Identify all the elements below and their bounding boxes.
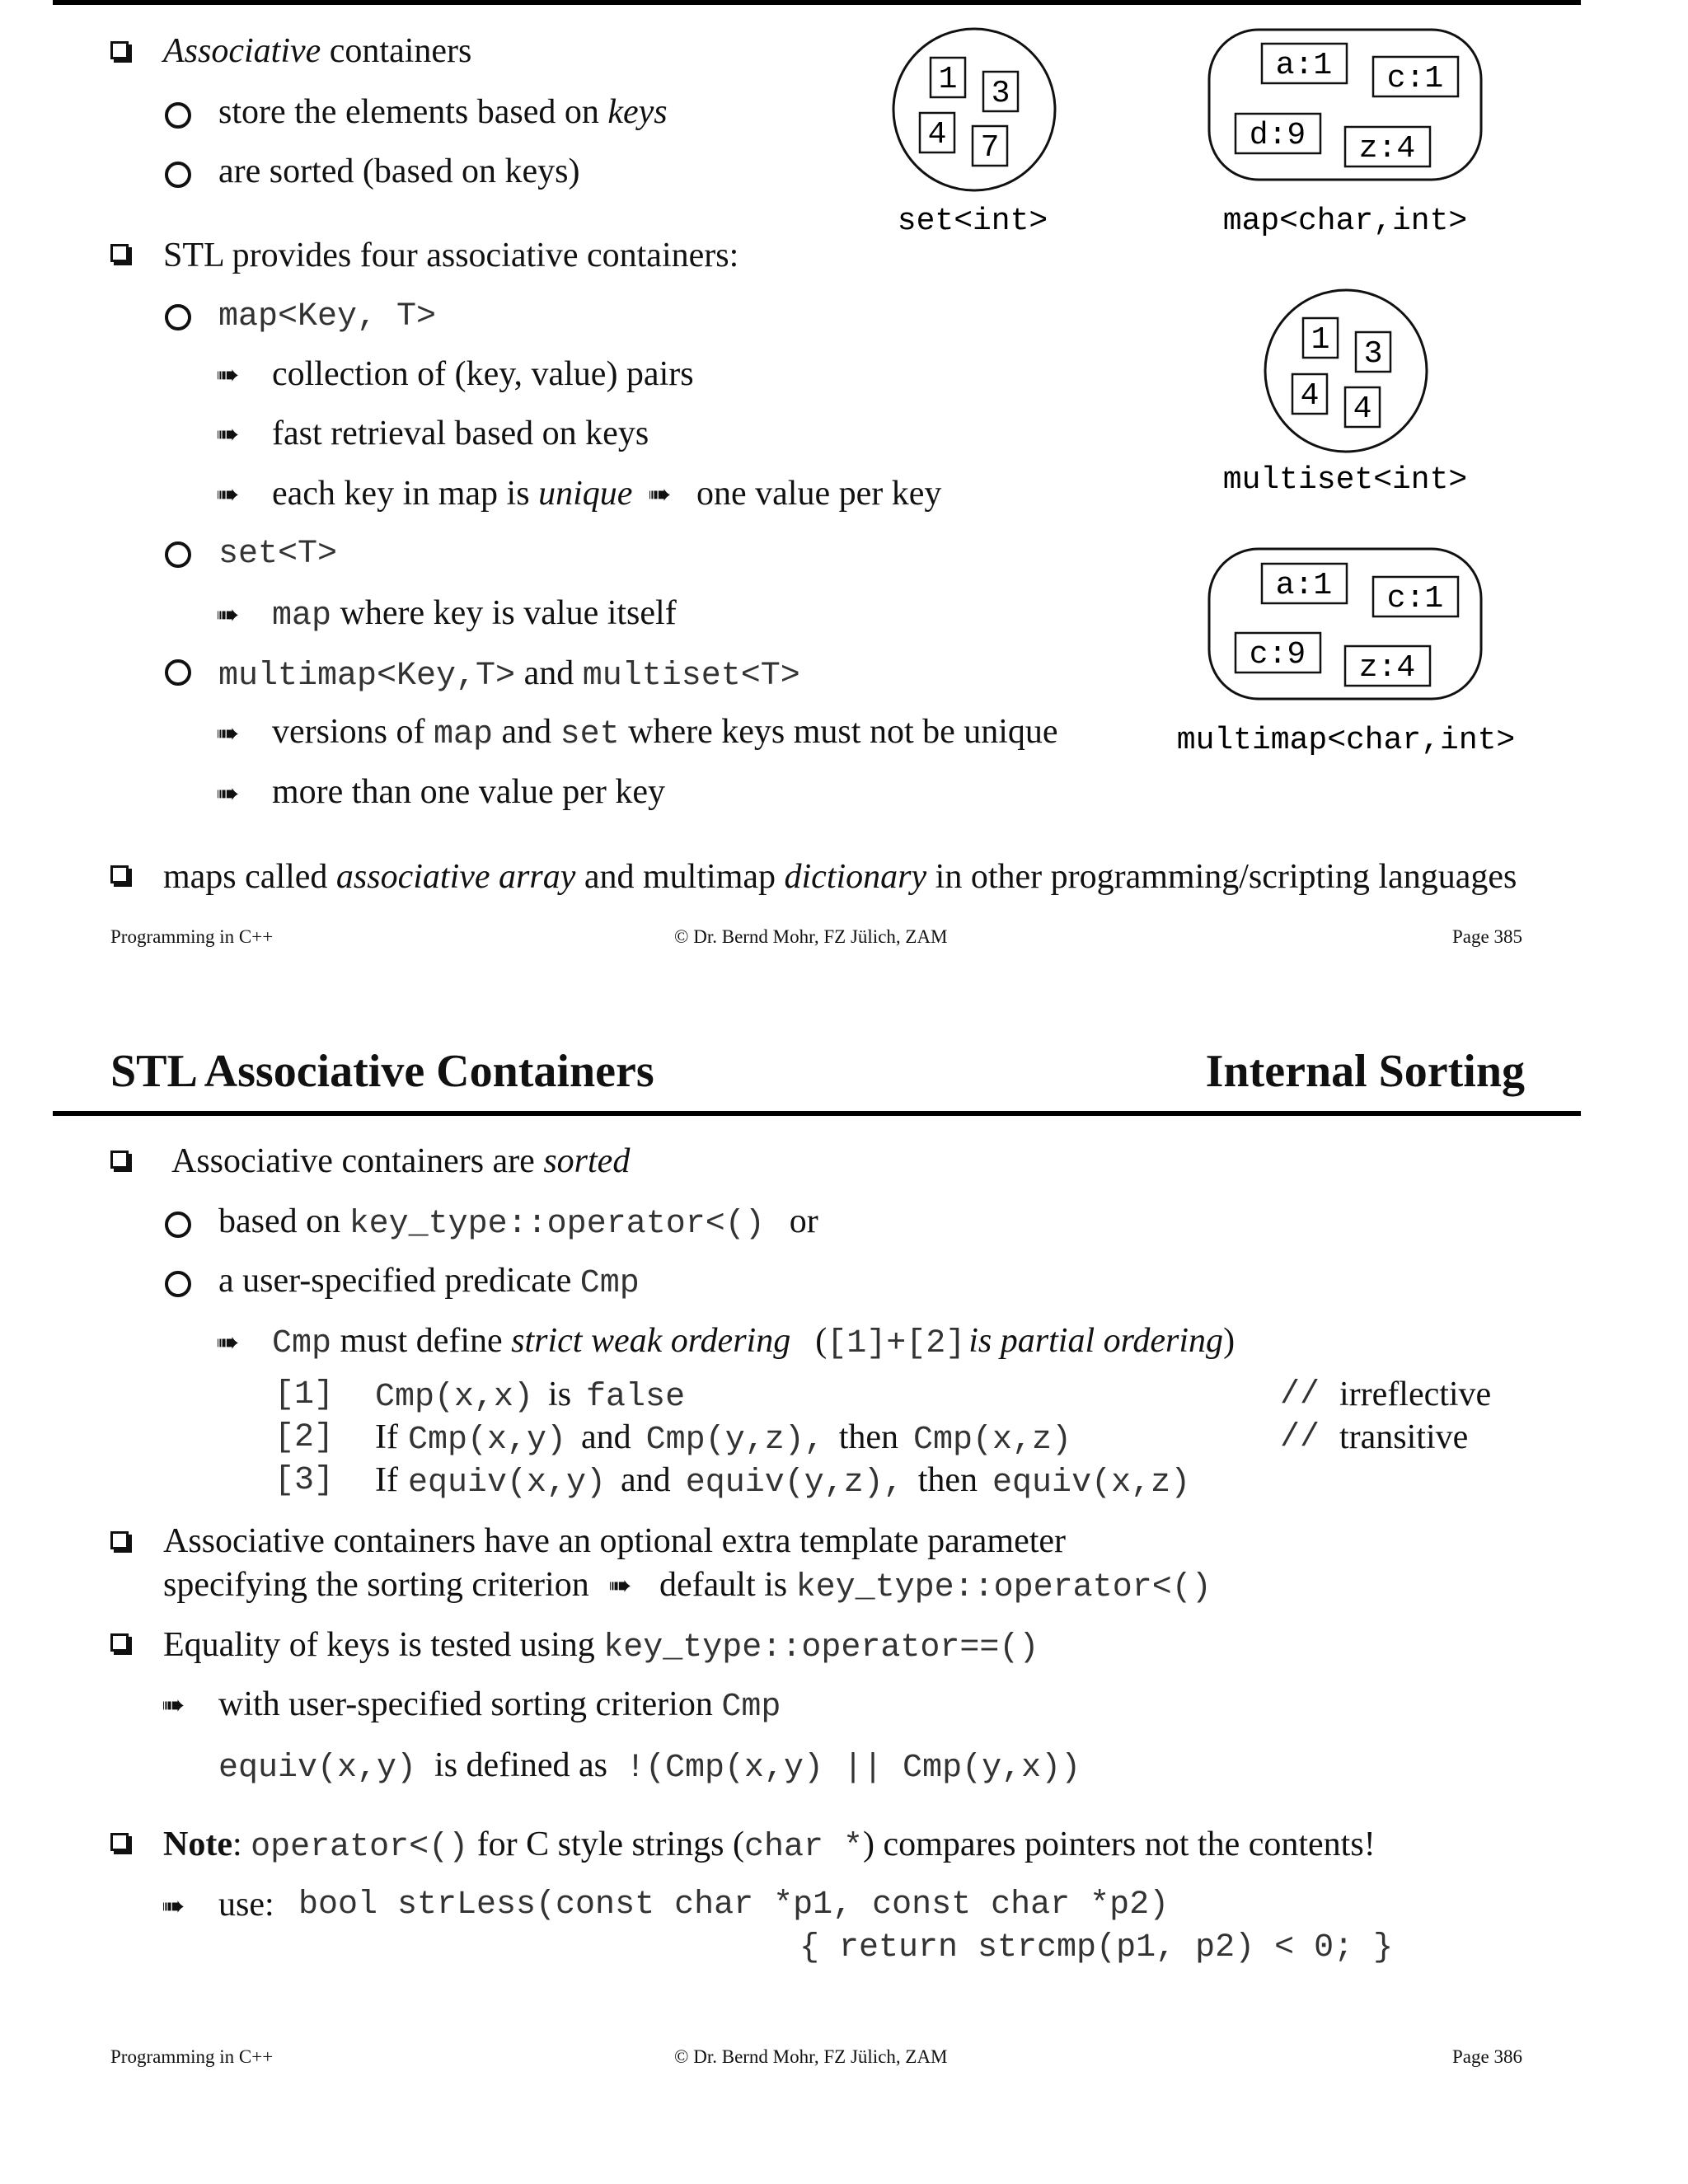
set-item: 4 [927, 117, 947, 152]
set-item: 3 [991, 76, 1010, 111]
rule-number: [2] [274, 1419, 335, 1456]
rule-comment: transitive [1339, 1418, 1469, 1456]
map-item: z:4 [1358, 131, 1416, 166]
map-char-int-label: map<char,int> [1222, 204, 1468, 239]
code-strless-signature: bool strLess(const char *p1, const char *p2) [298, 1886, 1170, 1924]
arrow-bullet-icon: ➠ [162, 1890, 185, 1923]
rule-equiv: If equiv(x,y) and equiv(y,z), then equiv(x,z) [375, 1461, 1191, 1502]
bullet-default-operator: default is key_type::operator<() [659, 1566, 1212, 1606]
code-strless-body: { return strcmp(p1, p2) < 0; } [799, 1929, 1394, 1966]
rule-irreflective: Cmp(x,x) is false [375, 1376, 686, 1416]
multiset-int-diagram [1223, 290, 1467, 498]
arrow-bullet-icon: ➠ [162, 1689, 185, 1722]
footer-left: Programming in C++ [110, 2046, 274, 2067]
arrow-bullet-icon: ➠ [216, 418, 240, 451]
code-map-key-t: map<Key, T> [218, 298, 437, 335]
page-title: STL Associative Containers [110, 1046, 654, 1097]
rule-comment: irreflective [1339, 1376, 1492, 1413]
bullet-one-value-per-key: one value per key [696, 475, 942, 513]
bullet-more-than-one-value: more than one value per key [272, 773, 665, 811]
map-char-int-diagram [1209, 30, 1481, 239]
bullet-are-sorted: are sorted (based on keys) [218, 152, 580, 190]
bullet-template-parameter: Associative containers have an optional extra template parameter [163, 1522, 1067, 1560]
multiset-item: 3 [1363, 336, 1383, 372]
arrow-bullet-icon: ➠ [648, 478, 672, 511]
comment-slash: // [1280, 1376, 1320, 1413]
multimap-char-int-label: multimap<char,int> [1176, 723, 1516, 758]
multiset-int-label: multiset<int> [1222, 462, 1468, 498]
multiset-item: 4 [1300, 378, 1320, 414]
bullet-note-c-strings: Note: operator<() for C style strings (char *) compares pointers not the contents! [163, 1825, 1376, 1866]
bullet-multimap-multiset: multimap<Key,T> and multiset<T> [218, 654, 800, 695]
square-bullet-icon [110, 1833, 129, 1855]
bullet-key-value-pairs: collection of (key, value) pairs [272, 355, 694, 393]
arrow-bullet-icon: ➠ [216, 717, 240, 750]
arrow-bullet-icon: ➠ [216, 478, 240, 511]
multimap-item: a:1 [1275, 568, 1333, 603]
footer-page-number: Page 386 [1452, 2046, 1522, 2067]
footer-page-number: Page 385 [1452, 926, 1522, 947]
bullet-user-predicate: a user-specified predicate Cmp [218, 1262, 640, 1302]
rule-number: [1] [274, 1376, 335, 1413]
map-item: c:1 [1386, 61, 1444, 96]
code-set-t: set<T> [218, 536, 338, 573]
square-bullet-icon [110, 1531, 129, 1554]
set-int-label: set<int> [897, 204, 1048, 239]
footer-left: Programming in C++ [110, 926, 274, 947]
bullet-user-sorting-criterion: with user-specified sorting criterion Cmp [218, 1685, 781, 1726]
bullet-associative-containers: Associative containers [163, 32, 472, 70]
ring-bullet-icon [165, 1212, 191, 1242]
arrow-bullet-icon: ➠ [216, 359, 240, 391]
arrow-bullet-icon: ➠ [216, 1326, 240, 1359]
use-label: use: [218, 1886, 274, 1924]
footer-center: © Dr. Bernd Mohr, FZ Jülich, ZAM [674, 926, 948, 947]
set-item: 7 [980, 130, 1000, 166]
bullet-fast-retrieval: fast retrieval based on keys [272, 415, 649, 452]
map-item: d:9 [1249, 118, 1306, 153]
container-diagrams [0, 0, 1688, 783]
bullet-maps-called: maps called associative array and multimap dictionary in other programming/scripting languages [163, 858, 1517, 896]
equiv-definition: equiv(x,y) is defined as !(Cmp(x,y) || Cmp(y,x)) [218, 1746, 1081, 1787]
bullet-unique-key: each key in map is unique [272, 475, 633, 513]
bullet-containers-sorted: Associative containers are sorted [171, 1142, 631, 1180]
square-bullet-icon [110, 1151, 129, 1173]
bullet-template-parameter-line2: specifying the sorting criterion [163, 1566, 589, 1604]
multimap-item: z:4 [1358, 650, 1416, 686]
page-subtitle: Internal Sorting [1205, 1046, 1525, 1097]
arrow-bullet-icon: ➠ [608, 1569, 632, 1602]
bullet-strict-weak-ordering: Cmp must define strict weak ordering ([1]+[2] is partial ordering) [272, 1322, 1236, 1362]
bullet-equality-of-keys: Equality of keys is tested using key_type::operator==() [163, 1626, 1039, 1666]
set-item: 1 [938, 62, 958, 97]
set-int-diagram [893, 29, 1055, 239]
bullet-store-by-keys: store the elements based on keys [218, 93, 668, 131]
multiset-item: 4 [1353, 391, 1372, 427]
bullet-based-on-operator: based on key_type::operator<() or [218, 1202, 818, 1243]
map-item: a:1 [1275, 48, 1333, 83]
multimap-char-int-diagram [1177, 549, 1515, 758]
rule-transitive: If Cmp(x,y) and Cmp(y,z), then Cmp(x,z) [375, 1418, 1072, 1459]
multimap-item: c:9 [1249, 637, 1306, 673]
bullet-four-containers: STL provides four associative containers: [163, 237, 739, 274]
title-rule [53, 1111, 1581, 1116]
arrow-bullet-icon: ➠ [216, 777, 240, 810]
rule-number: [3] [274, 1462, 335, 1499]
multiset-item: 1 [1311, 322, 1330, 358]
footer-center: © Dr. Bernd Mohr, FZ Jülich, ZAM [674, 2046, 948, 2067]
ring-bullet-icon [165, 1271, 191, 1301]
square-bullet-icon [110, 865, 129, 888]
bullet-versions-not-unique: versions of map and set where keys must not be unique [272, 713, 1058, 753]
square-bullet-icon [110, 1633, 129, 1656]
bullet-map-key-is-value: map where key is value itself [272, 594, 677, 635]
comment-slash: // [1280, 1419, 1320, 1456]
arrow-bullet-icon: ➠ [216, 598, 240, 631]
multimap-item: c:1 [1386, 581, 1444, 616]
